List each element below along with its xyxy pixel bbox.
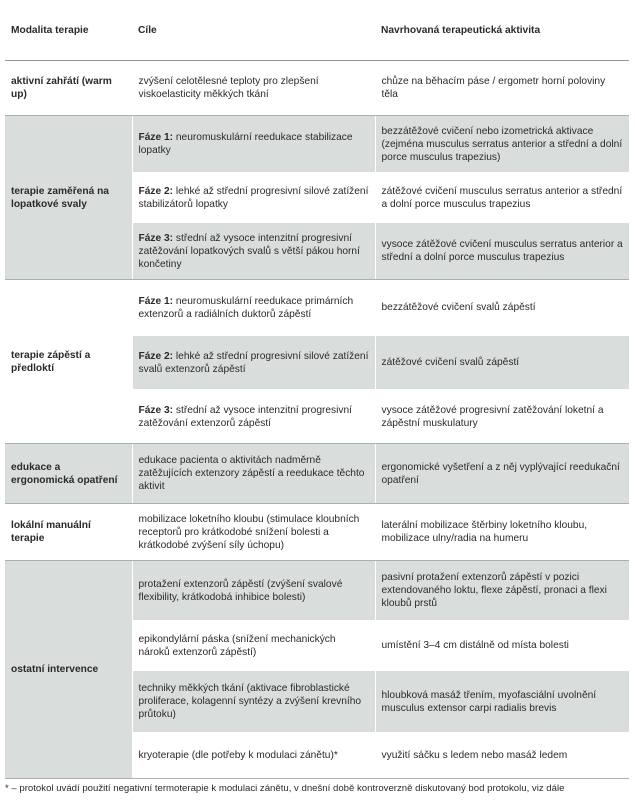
goal-cell xyxy=(132,173,375,223)
goal-text: střední až vysoce intenzitní progresivní zatěžování lopatkových svalů s větší pákou horní končetiny xyxy=(138,232,360,270)
activity-cell: hloubková masáž třením, myofasciální uvolnění musculus extensor carpi radialis brevis xyxy=(375,671,629,733)
phase-label: Fáze 2: xyxy=(138,185,174,197)
group-label: terapie zaměřená na lopatkové svaly xyxy=(5,116,132,280)
group-manual-therapy xyxy=(5,504,629,561)
goal-cell xyxy=(132,116,375,173)
goal-text: protažení extenzorů zápěstí (zvýšení svalové flexibility, krátkodobá inhibice bolesti) xyxy=(138,578,343,603)
activity-cell: bezzátěžové cvičení svalů zápěstí xyxy=(375,280,629,336)
group-label: aktivní zahřátí (warm up) xyxy=(5,61,132,116)
goal-cell xyxy=(132,223,375,280)
table-row xyxy=(5,444,629,504)
table-row xyxy=(5,561,629,621)
group-other-interventions xyxy=(5,561,629,779)
header-goals: Cíle xyxy=(132,0,375,61)
goal-text: epikondylární páska (snížení mechanických nároků extenzorů zápěstí) xyxy=(138,633,336,658)
phase-label: Fáze 1: xyxy=(138,295,174,307)
footnote: * – protokol uvádí použití negativní termoterapie k modulaci zánětu, v dnešní době kontroverzně diskutovaný bod protokolu, viz dále xyxy=(5,783,565,794)
therapy-table xyxy=(5,0,629,779)
activity-cell: ergonomické vyšetření a z něj vyplývající reedukační opatření xyxy=(375,444,629,504)
goal-cell xyxy=(132,336,375,390)
goal-text: zvýšení celotělesné teploty pro zlepšení viskoelasticity měkkých tkání xyxy=(138,76,319,100)
activity-cell: využití sáčku s ledem nebo masáž ledem xyxy=(375,733,629,779)
activity-cell: laterální mobilizace štěrbiny loketního kloubu, mobilizace ulny/radia na humeru xyxy=(375,504,629,561)
goal-cell xyxy=(132,444,375,504)
goal-text: edukace pacienta o aktivitách nadměrně zatěžujících extenzory zápěstí a reedukace těchto aktivit xyxy=(138,455,365,492)
goal-cell xyxy=(132,61,375,116)
activity-cell: bezzátěžové cvičení nebo izometrická aktivace (zejména musculus serratus anterior a střední a dolní porce musculus trapezius) xyxy=(375,116,629,173)
group-wrist-forearm-therapy xyxy=(5,280,629,444)
activity-cell: vysoce zátěžové cvičení musculus serratus anterior a střední a dolní porce musculus trapezius xyxy=(375,223,629,280)
goal-cell xyxy=(132,390,375,444)
activity-cell: chůze na běhacím páse / ergometr horní poloviny těla xyxy=(375,61,629,116)
phase-label: Fáze 3: xyxy=(138,232,174,244)
header-modality: Modalita terapie xyxy=(5,0,132,61)
group-label: terapie zápěstí a předloktí xyxy=(5,280,132,444)
goal-text: lehké až střední progresivní silové zatížení stabilizátorů lopatky xyxy=(138,185,369,210)
goal-cell xyxy=(132,280,375,336)
phase-label: Fáze 3: xyxy=(138,404,174,416)
goal-cell xyxy=(132,671,375,733)
activity-cell: pasivní protažení extenzorů zápěstí v pozici extendovaného loktu, flexe zápěstí, pronaci a flexi kloubů prstů xyxy=(375,561,629,621)
goal-cell xyxy=(132,621,375,671)
goal-text: kryoterapie (dle potřeby k modulaci zánětu)* xyxy=(138,750,338,761)
goal-text: mobilizace loketního kloubu (stimulace kloubních receptorů pro krátkodobé snížení bolesti a krátkodobé zvýšení síly úchopu) xyxy=(138,513,360,551)
goal-cell xyxy=(132,733,375,779)
table-row xyxy=(5,116,629,173)
phase-label: Fáze 1: xyxy=(138,132,174,143)
group-label: edukace a ergonomická opatření xyxy=(5,444,132,504)
group-label: lokální manuální terapie xyxy=(5,504,132,561)
goal-text: neuromuskulární reedukace primárních extenzorů a radiálních duktorů zápěstí xyxy=(138,295,354,320)
goal-text: střední až vysoce intenzitní progresivní zatěžování extenzorů zápěstí xyxy=(138,404,352,429)
header-activity: Navrhovaná terapeutická aktivita xyxy=(375,0,629,61)
table-row xyxy=(5,61,629,116)
group-warm-up xyxy=(5,61,629,116)
activity-cell: zátěžové cvičení svalů zápěstí xyxy=(375,336,629,390)
group-label: ostatní intervence xyxy=(5,561,132,779)
phase-label: Fáze 2: xyxy=(138,350,174,362)
table-row xyxy=(5,504,629,561)
table-row xyxy=(5,280,629,336)
goal-cell xyxy=(132,561,375,621)
group-scapular-therapy xyxy=(5,116,629,280)
table-header-row xyxy=(5,0,629,61)
activity-cell: vysoce zátěžové progresivní zatěžování loketní a zápěstní muskulatury xyxy=(375,390,629,444)
goal-text: lehké až střední progresivní silové zatížení svalů extenzorů zápěstí xyxy=(138,350,369,375)
activity-cell: zátěžové cvičení musculus serratus anterior a střední a dolní porce musculus trapezius xyxy=(375,173,629,223)
goal-cell xyxy=(132,504,375,561)
goal-text: techniky měkkých tkání (aktivace fibroblastické proliferace, kolagenní syntézy a zvýšení krevního průtoku) xyxy=(138,683,362,720)
goal-text: neuromuskulární reedukace stabilizace lopatky xyxy=(138,132,353,156)
activity-cell: umístění 3–4 cm distálně od místa bolesti xyxy=(375,621,629,671)
group-education xyxy=(5,444,629,504)
